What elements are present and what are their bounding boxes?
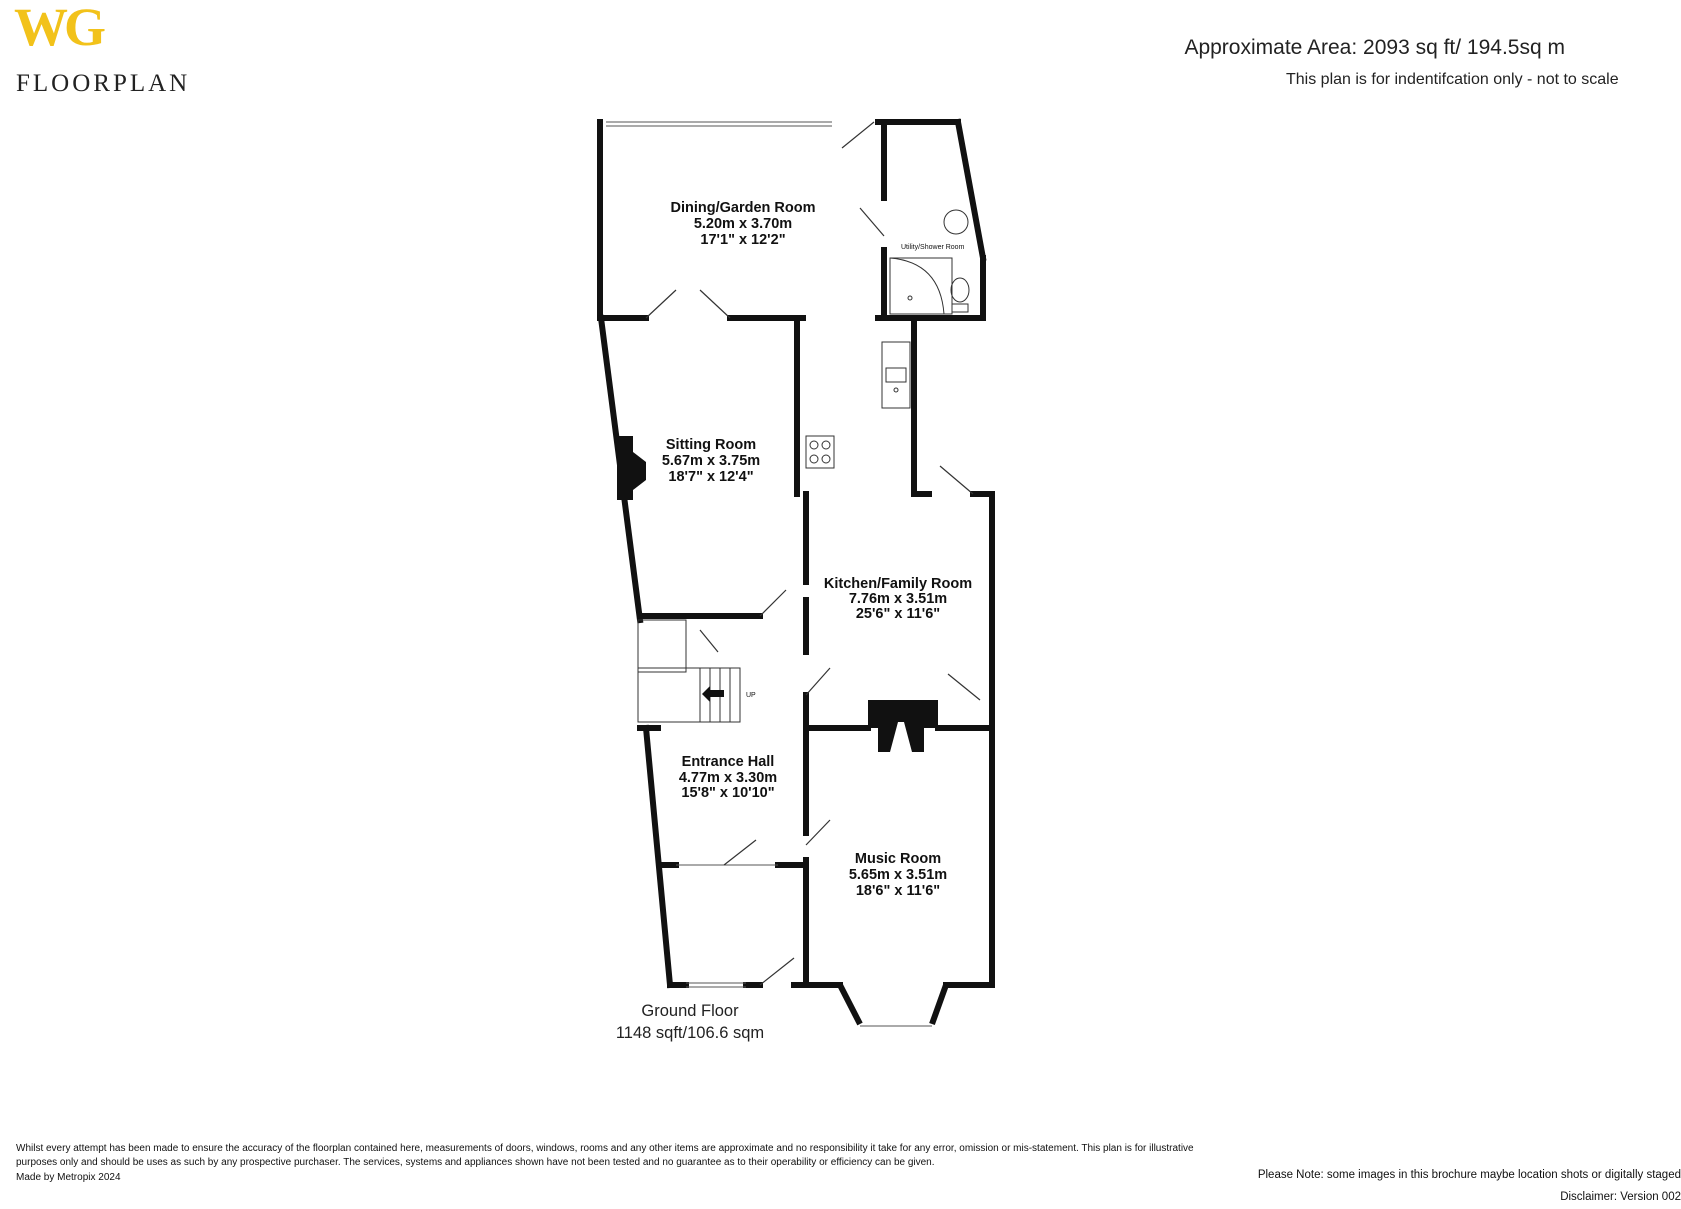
room-label-kitchen <box>824 576 972 622</box>
room-name: Dining/Garden Room <box>670 200 816 216</box>
room-metric: 5.67m x 3.75m <box>661 453 761 469</box>
approximate-area: Approximate Area: 2093 sq ft/ 194.5sq m <box>1184 36 1565 59</box>
room-label-hall <box>679 754 777 801</box>
floor-name: Ground Floor <box>641 1002 739 1020</box>
room-imperial: 17'1" x 12'2" <box>700 232 786 248</box>
room-imperial: 18'6" x 11'6" <box>855 883 941 899</box>
scale-note: This plan is for indentifcation only - not to scale <box>1286 71 1619 88</box>
room-label-music <box>849 851 947 899</box>
utility-fixtures <box>890 210 969 314</box>
room-imperial: 18'7" x 12'4" <box>668 469 754 485</box>
sitting-fireplace <box>617 436 646 500</box>
room-metric: 7.76m x 3.51m <box>848 591 948 607</box>
room-metric: 5.20m x 3.70m <box>693 216 793 232</box>
room-name: Music Room <box>854 851 942 867</box>
utility-room-label: Utility/Shower Room <box>901 244 965 251</box>
room-metric: 5.65m x 3.51m <box>848 867 948 883</box>
staircase <box>638 620 740 722</box>
disclaimer-text: Whilst every attempt has been made to ensure the accuracy of the floorplan contained here, measurements of doors, windows, rooms and any other items are approximate and no responsibility it take for any error, omission or mis-statement. This plan is for illustrative purposes only and should be uses as such by any prospective purchaser. The services, systems and appliances shown have not been tested and no guarantee as to their operability or efficiency can be given. <box>16 1143 1194 1168</box>
room-label-dining <box>671 200 816 248</box>
kitchen-sink <box>882 342 910 408</box>
stairs-up-label: UP <box>746 692 756 699</box>
stairs-arrow-icon <box>702 686 724 702</box>
made-by: Made by Metropix 2024 <box>16 1172 121 1183</box>
floor-area: 1148 sqft/106.6 sqm <box>615 1024 765 1042</box>
room-metric: 4.77m x 3.30m <box>678 770 778 786</box>
room-name: Kitchen/Family Room <box>823 576 973 592</box>
please-note: Please Note: some images in this brochure maybe location shots or digitally staged <box>1257 1169 1681 1181</box>
floor-caption <box>600 1000 780 1044</box>
room-name: Sitting Room <box>665 437 757 453</box>
company-logo: WG <box>14 0 103 57</box>
room-imperial: 25'6" x 11'6" <box>855 606 941 622</box>
bay-window <box>840 985 946 1024</box>
hob-icon <box>806 436 834 468</box>
floorplan-heading: FLOORPLAN <box>16 70 191 97</box>
room-imperial: 15'8" x 10'10" <box>681 785 775 801</box>
music-fireplace <box>868 700 938 752</box>
room-label-sitting <box>662 437 760 485</box>
room-name: Entrance Hall <box>681 754 775 770</box>
disclaimer-version: Disclaimer: Version 002 <box>1560 1191 1681 1203</box>
